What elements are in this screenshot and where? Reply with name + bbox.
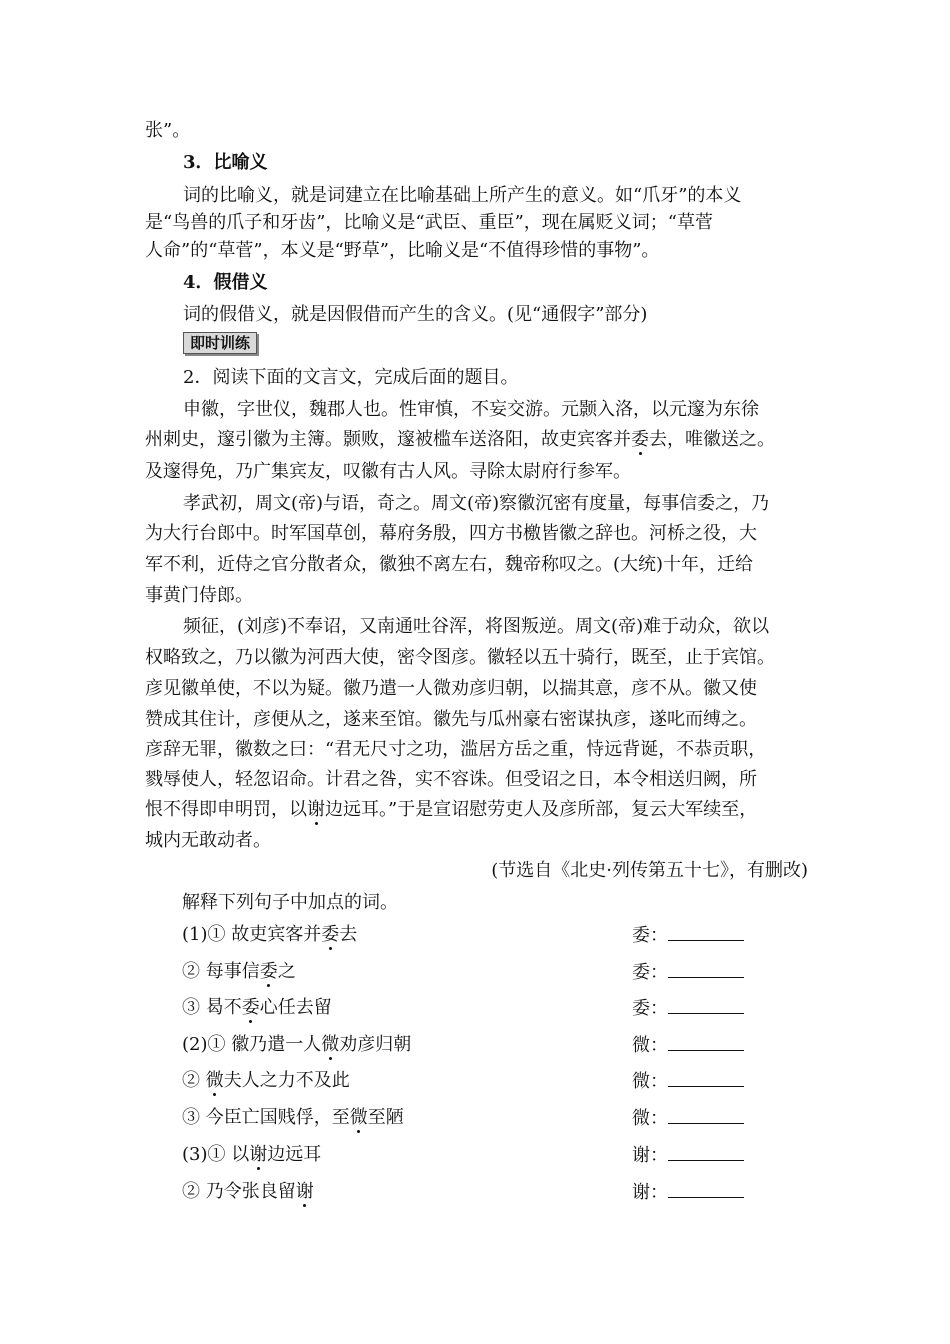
answer-field[interactable]: 谢： (632, 1142, 744, 1169)
source-citation: (节选自《北史·列传第五十七》，有删改) (491, 860, 808, 881)
passage-line: 赞成其住计，彦便从之，遂来至馆。徽先与瓜州豪右密谋执彦，遂叱而缚之。 (145, 709, 757, 730)
answer-blank (668, 959, 744, 978)
answer-blank (668, 922, 744, 941)
passage-line: 恨不得即申明罚，以谢边远耳。”于是宣诏慰劳吏人及彦所部，复云大军续至， (145, 799, 758, 820)
question-item: (2)① 徽乃遣一人微劝彦归朝 (182, 1034, 412, 1055)
answer-blank (668, 1179, 744, 1198)
question-item: ② 微夫人之力不及此 (182, 1070, 350, 1091)
dotted-char: 委 (259, 961, 278, 982)
answer-blank (668, 995, 744, 1014)
passage-line: 孝武初，周文(帝)与语，奇之。周文(帝)察徽沉密有度量，每事信委之，乃 (183, 493, 770, 514)
section-heading: 4．假借义 (183, 272, 268, 293)
dotted-char: 谢 (249, 1144, 268, 1165)
passage-line: 彦辞无罪，徽数之曰：“君无尺寸之功，滥居方岳之重，恃远背诞，不恭贡职， (145, 739, 767, 760)
answer-blank (668, 1142, 744, 1161)
question-intro: 解释下列句子中加点的词。 (182, 892, 398, 913)
dotted-char: 委 (241, 997, 260, 1018)
question-item: ② 乃令张良留谢 (182, 1181, 314, 1202)
dotted-char: 微 (205, 1070, 224, 1091)
text-line: 张”。 (145, 120, 191, 141)
answer-field[interactable]: 谢： (632, 1179, 744, 1206)
passage-line: 申徽，字世仪，魏郡人也。性审慎，不妄交游。元颢入洛，以元邃为东徐 (183, 399, 759, 420)
answer-field[interactable]: 委： (632, 995, 744, 1022)
passage-line: 戮辱使人，轻忽诏命。计君之咎，实不容诛。但受诏之日，本令相送归阙，所 (145, 769, 757, 790)
passage-line: 城内无敢动者。 (145, 830, 271, 851)
dotted-char: 微 (321, 1034, 340, 1055)
paragraph-line: 是“鸟兽的爪子和牙齿”，比喻义是“武臣、重臣”，现在属贬义词；“草菅 (145, 212, 714, 233)
passage-line: 州刺史，邃引徽为主簿。颢败，邃被槛车送洛阳，故吏宾客并委去，唯徽送之。 (145, 429, 775, 450)
dotted-char: 谢 (307, 799, 325, 820)
task-instruction: 2．阅读下面的文言文，完成后面的题目。 (183, 367, 519, 388)
answer-field[interactable]: 委： (632, 922, 744, 949)
passage-line: 军不利，近侍之官分散者众，徽独不离左右，魏帝称叹之。(大统)十年，迁给 (145, 554, 754, 575)
question-item: ② 每事信委之 (182, 961, 296, 982)
paragraph-line: 词的比喻义，就是词建立在比喻基础上所产生的意义。如“爪牙”的本义 (183, 185, 742, 206)
question-item: ③ 今臣亡国贱俘，至微至陋 (182, 1107, 404, 1128)
passage-line: 频征，(刘彦)不奉诏，又南通吐谷浑，将图叛逆。周文(帝)难于动众，欲以 (183, 616, 770, 637)
answer-field[interactable]: 委： (632, 959, 744, 986)
passage-line: 事黄门侍郎。 (145, 585, 253, 606)
answer-blank (668, 1105, 744, 1124)
passage-line: 权略致之，乃以徽为河西大使，密令图彦。徽轻以五十骑行，既至，止于宾馆。 (145, 647, 775, 668)
paragraph-line: 词的假借义，就是因假借而产生的含义。(见“通假字”部分) (183, 304, 648, 325)
answer-blank (668, 1032, 744, 1051)
question-item: ③ 曷不委心任去留 (182, 997, 332, 1018)
question-item: (1)① 故吏宾客并委去 (182, 924, 358, 945)
answer-field[interactable]: 微： (632, 1068, 744, 1095)
answer-blank (668, 1068, 744, 1087)
passage-line: 彦见徽单使，不以为疑。徽乃遣一人微劝彦归朝，以揣其意，彦不从。徽又使 (145, 678, 757, 699)
dotted-char: 委 (321, 924, 340, 945)
dotted-char: 委 (631, 429, 649, 450)
paragraph-line: 人命”的“草菅”，本义是“野草”，比喻义是“不值得珍惜的事物”。 (145, 240, 660, 261)
answer-field[interactable]: 微： (632, 1032, 744, 1059)
practice-badge: 即时训练 (183, 332, 257, 354)
question-item: (3)① 以谢边远耳 (182, 1144, 322, 1165)
passage-line: 及邃得免，乃广集宾友，叹徽有古人风。寻除太尉府行参军。 (145, 461, 631, 482)
answer-field[interactable]: 微： (632, 1105, 744, 1132)
dotted-char: 微 (349, 1107, 368, 1128)
section-heading: 3．比喻义 (183, 152, 268, 173)
dotted-char: 谢 (295, 1181, 314, 1202)
passage-line: 为大行台郎中。时军国草创，幕府务殷，四方书檄皆徽之辞也。河桥之役，大 (145, 523, 757, 544)
